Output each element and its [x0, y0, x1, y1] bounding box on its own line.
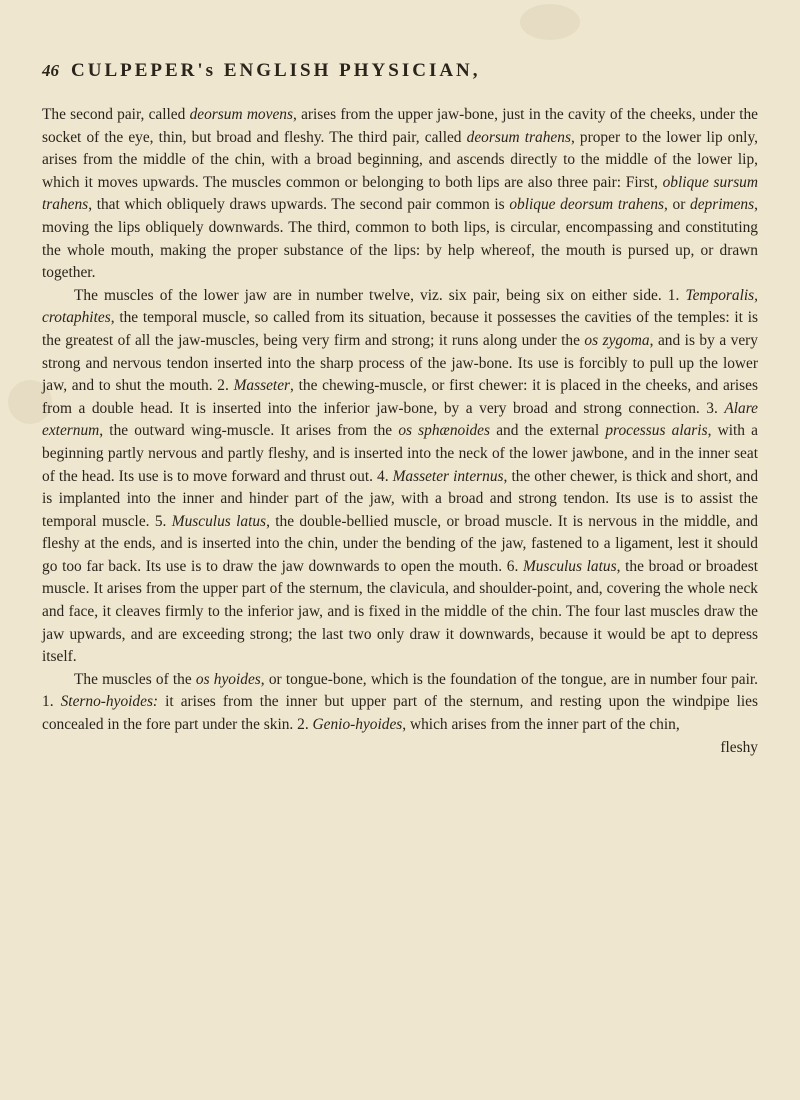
- italic-term: deprimens: [690, 196, 755, 214]
- paragraph: [42, 669, 758, 737]
- text-run: , the double-bellied muscle, or broad muscle. It is nervous in the middle, and fleshy at the ends, and is inserted into the chin, under the bending of the jaw, fastened to a ligament, lest it should go too far back. Its use is to draw the jaw downwards to open the mouth. 6.: [42, 512, 758, 575]
- text-run: , the temporal muscle, so called from its situation, because it possesses the cavities of the temples: it is the greatest of all the jaw-muscles, being very firm and strong; it runs along under the: [42, 309, 758, 349]
- page-number: 46: [42, 61, 59, 80]
- catchword: fleshy: [720, 739, 758, 756]
- text-run: , with a beginning partly nervous and partly fleshy, and is inserted into the neck of the lower jawbone, and in the inner seat of the head. Its use is to move forward and thrust out. 4.: [42, 422, 758, 485]
- text-run: , which arises from the inner part of the chin,: [402, 716, 680, 734]
- text-run: , the outward wing-muscle. It arises from the: [99, 422, 399, 440]
- page-header: [42, 60, 758, 82]
- italic-term: Sterno-hyoides:: [60, 693, 159, 711]
- italic-term: os hyoides: [195, 670, 261, 688]
- italic-term: Genio-hyoides: [312, 716, 403, 734]
- italic-term: oblique deorsum trahens: [509, 196, 664, 214]
- text-run: , the other chewer, is thick and short, and is implanted into the inner and hinder part of the jaw, with a broad and strong tendon. Its use is to assist the temporal muscle. 5.: [42, 467, 759, 530]
- italic-term: Alare externum: [42, 399, 758, 440]
- text-run: , the broad or broadest muscle. It arises from the upper part of the sternum, the clavicula, and shoulder-point, and, covering the whole neck and face, it cleaves firmly to the inferior jaw, and is fixed in the middle of the chin. The four last muscles draw the jaw upwards, and are exceeding strong; the last two only draw it downwards, because it would be apt to depress itself.: [42, 557, 758, 666]
- text-run: , or: [664, 196, 690, 214]
- italic-term: Masseter internus: [392, 467, 504, 485]
- italic-term: Musculus latus: [171, 512, 267, 530]
- italic-term: deorsum movens: [189, 106, 293, 123]
- paper-stain: [520, 4, 580, 40]
- text-run: it arises from the inner but upper part of the sternum, and resting upon the windpipe lies concealed in the fore part under the skin. 2.: [42, 693, 759, 734]
- text-run: and the external: [490, 422, 606, 440]
- text-run: , proper to the lower lip only, arises from the middle of the chin, with a broad beginning, and ascends directly to the middle of the lower lip, which it moves upwards. The muscles common or belonging to both lips are also three pair: First,: [42, 128, 758, 191]
- paragraph: [42, 285, 758, 669]
- paragraph: [42, 104, 758, 285]
- italic-term: os zygoma: [584, 331, 650, 349]
- italic-term: Temporalis, crotaphites: [42, 286, 758, 327]
- text-run: , arises from the upper jaw-bone, just in the cavity of the cheeks, under the socket of the eye, thin, but broad and fleshy. The third pair, called: [42, 106, 759, 146]
- text-run: , moving the lips obliquely downwards. The third, common to both lips, is circular, encompassing and constituting the whole mouth, making the proper substance of the lips: by help whereof, the mouth is pursed up, or drawn together.: [42, 196, 758, 282]
- italic-term: Masseter: [233, 377, 291, 395]
- text-run: , that which obliquely draws upwards. The second pair common is: [88, 196, 510, 214]
- text-run: , or tongue-bone, which is the foundation of the tongue, are in number four pair. 1.: [42, 670, 758, 711]
- text-run: The muscles of the: [74, 670, 196, 688]
- running-head: CULPEPER's ENGLISH PHYSICIAN,: [71, 60, 481, 81]
- italic-term: processus alaris: [605, 422, 708, 440]
- book-page: [42, 60, 758, 1080]
- body-text: [42, 104, 758, 737]
- text-run: The muscles of the lower jaw are in number twelve, viz. six pair, being six on either side. 1.: [74, 286, 686, 304]
- text-run: , and is by a very strong and nervous tendon inserted into the sharp process of the jaw-bone. Its use is forcibly to pull up the lower jaw, and to shut the mouth. 2.: [42, 331, 758, 395]
- text-run: , the chewing-muscle, or first chewer: it is placed in the cheeks, and arises from a double head. It is inserted into the inferior jaw-bone, by a very broad and strong connection. 3.: [42, 377, 758, 417]
- italic-term: Musculus latus: [522, 557, 617, 575]
- italic-term: deorsum trahens: [466, 128, 571, 146]
- italic-term: oblique sursum trahens: [42, 173, 758, 214]
- text-run: The second pair, called: [42, 106, 190, 123]
- italic-term: os sphænoides: [398, 422, 491, 440]
